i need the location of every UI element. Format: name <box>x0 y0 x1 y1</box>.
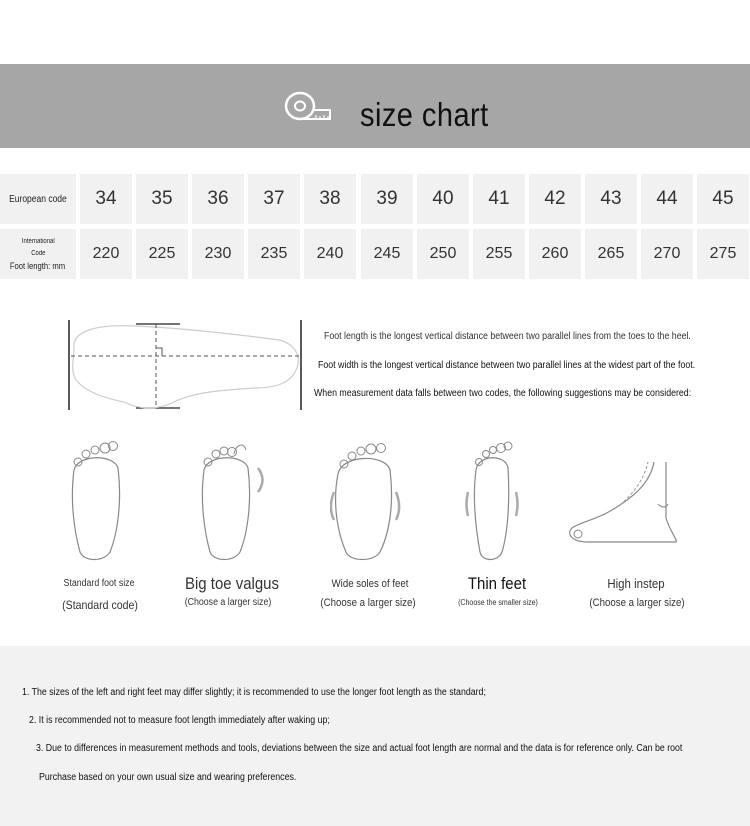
high-instep-foot-icon <box>566 458 690 548</box>
foot-measurement-diagram <box>64 318 306 412</box>
foot-length-cell: 260 <box>529 229 581 279</box>
foot-length-cell: 240 <box>304 229 356 279</box>
foot-length-label: International Code Foot length: mm <box>0 229 76 279</box>
note-3: 3. Due to differences in measurement methods and tools, deviations between the size and actual foot length are normal and the data is for reference only. Can be root <box>36 743 683 754</box>
foot-type-sub-high-instep: (Choose a larger size) <box>589 597 685 609</box>
foot-length-definition: Foot length is the longest vertical distance between two parallel lines from the toes to the heel. <box>324 331 691 342</box>
wide-soles-foot-icon <box>330 440 404 564</box>
foot-type-title-thin: Thin feet <box>467 574 527 593</box>
foot-type-sub-standard: (Standard code) <box>62 598 138 612</box>
foot-type-title-big-toe-valgus: Big toe valgus <box>185 574 279 593</box>
european-size-cell: 36 <box>192 174 244 224</box>
page-title: size chart <box>360 96 489 133</box>
european-size-cell: 38 <box>304 174 356 224</box>
foot-length-cell: 250 <box>417 229 469 279</box>
foot-length-cell: 220 <box>80 229 132 279</box>
foot-length-cell: 225 <box>136 229 188 279</box>
notes-panel <box>0 646 750 826</box>
european-size-cell: 37 <box>248 174 300 224</box>
between-sizes-note: When measurement data falls between two codes, the following suggestions may be considered: <box>314 388 692 399</box>
european-size-cell: 35 <box>136 174 188 224</box>
thin-foot-icon <box>462 440 526 564</box>
european-code-row <box>0 174 750 224</box>
foot-type-sub-thin: (Choose the smaller size) <box>458 598 538 607</box>
foot-length-cell: 245 <box>361 229 413 279</box>
foot-type-title-high-instep: High instep <box>607 576 665 591</box>
foot-type-title-wide-soles: Wide soles of feet <box>331 578 409 590</box>
european-size-cell: 42 <box>529 174 581 224</box>
european-size-cell: 39 <box>361 174 413 224</box>
tape-measure-icon <box>284 90 332 124</box>
european-size-cell: 43 <box>585 174 637 224</box>
foot-length-cell: 230 <box>192 229 244 279</box>
note-1: 1. The sizes of the left and right feet may differ slightly; it is recommended to use the longer foot length as the standard; <box>22 687 486 698</box>
big-toe-valgus-foot-icon <box>196 440 270 564</box>
standard-foot-icon <box>66 440 126 564</box>
foot-length-cell: 255 <box>473 229 525 279</box>
european-size-cell: 34 <box>80 174 132 224</box>
european-size-cell: 40 <box>417 174 469 224</box>
foot-length-cell: 235 <box>248 229 300 279</box>
note-4: Purchase based on your own usual size and wearing preferences. <box>39 772 297 783</box>
foot-width-definition: Foot width is the longest vertical distance between two parallel lines at the widest part of the foot. <box>318 360 696 371</box>
foot-length-cell: 265 <box>585 229 637 279</box>
foot-length-cell: 275 <box>697 229 749 279</box>
foot-length-row <box>0 229 750 279</box>
foot-length-cell: 270 <box>641 229 693 279</box>
european-size-cell: 45 <box>697 174 749 224</box>
european-code-label: European code <box>0 174 76 224</box>
foot-type-title-standard: Standard foot size <box>63 578 135 589</box>
european-size-cell: 41 <box>473 174 525 224</box>
foot-type-sub-big-toe-valgus: (Choose a larger size) <box>184 597 272 608</box>
note-2: 2. It is recommended not to measure foot length immediately after waking up; <box>29 715 330 726</box>
foot-type-sub-wide-soles: (Choose a larger size) <box>320 597 416 609</box>
european-size-cell: 44 <box>641 174 693 224</box>
